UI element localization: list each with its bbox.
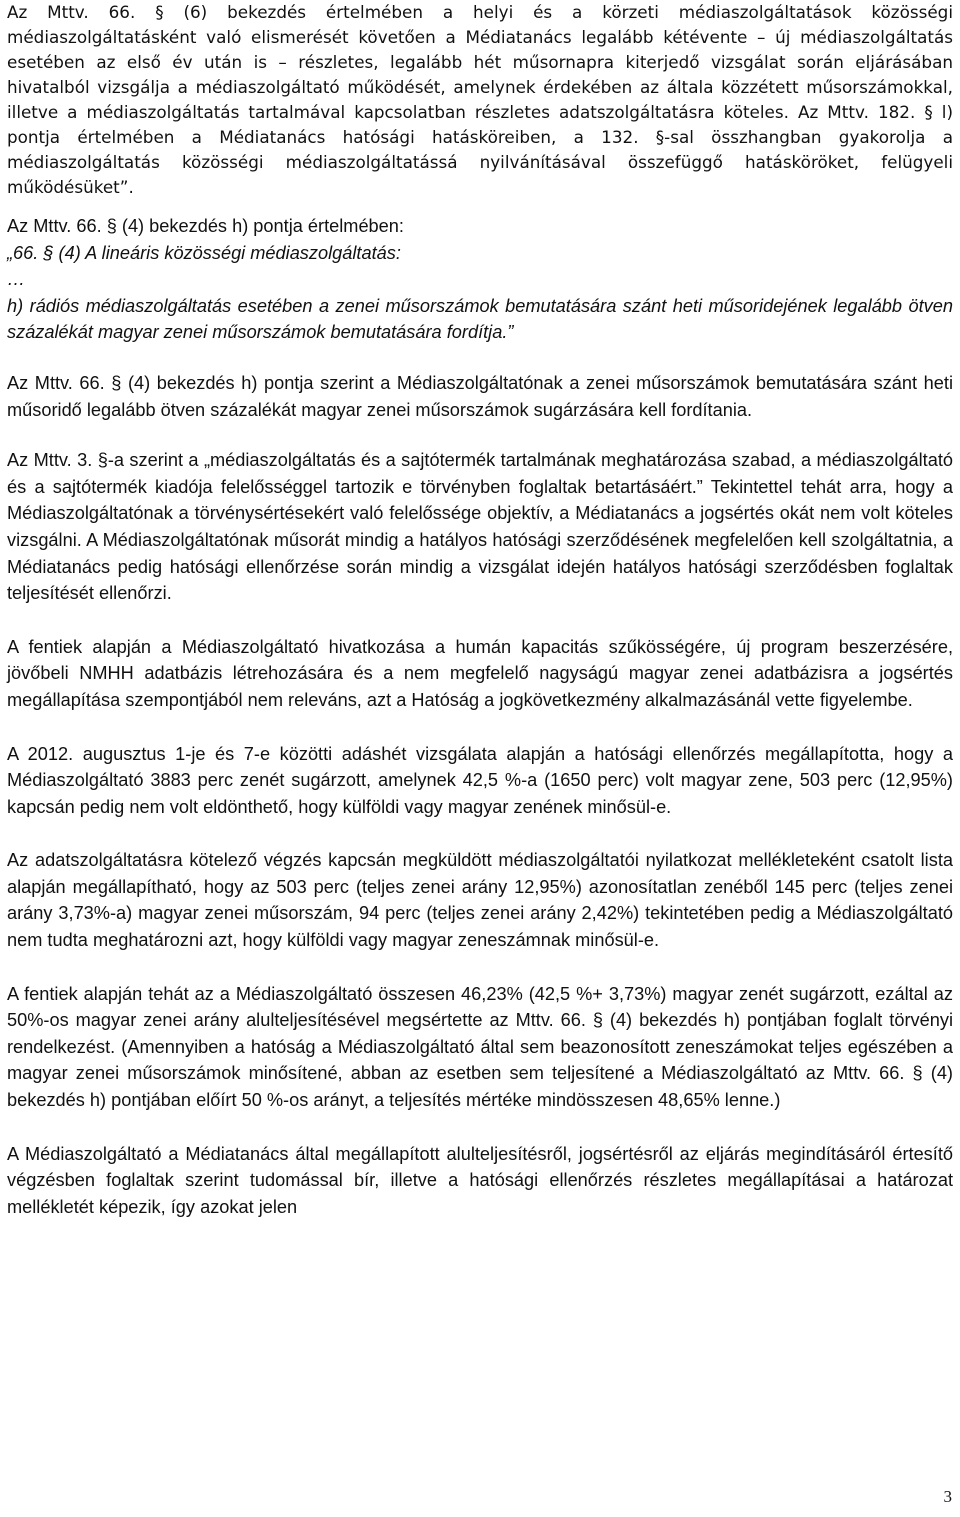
quote-item-h: h) rádiós médiaszolgáltatás esetében a zenei műsorszámok bemutatására szánt heti műsoridejének legalább ötven százalékát magyar zenei műsorszámok bemutatására fordítja.”: [7, 295, 953, 343]
paragraph-data-provision: Az adatszolgáltatásra kötelező végzés kapcsán megküldött médiaszolgáltatói nyilatkozat mellékleteként csatolt lista alapján megállapítható, hogy az 503 perc (teljes zenei arány 12,95%) azonosítatlan zenéből 145 perc (teljes zenei arány 3,73%-a) magyar zenei műsorszám, 94 perc (teljes zenei arány 2,42%) tekintetében pedig a Médiaszolgáltató nem tudta meghatározni azt, hogy külföldi vagy magyar zeneszámnak minősül-e.: [7, 850, 953, 951]
document-page: [7, 0, 953, 1220]
paragraph-mttv-66-6: Az Mttv. 66. § (6) bekezdés értelmében a helyi és a körzeti médiaszolgáltatások közösségi médiaszolgáltatásként való elismerését követően a Médiatanács legalább kétévente – új médiaszolgáltatás esetében az első év után is – részletes, legalább hét műsornapra kiterjedő vizsgálat során eljárásában hivatalból vizsgálja a médiaszolgáltató működését, amelynek érdekében az általa közzétett műsorszámokkal, illetve a médiaszolgáltatás tartalmával kapcsolatban részletes adatszolgáltatásra köteles. Az Mttv. 182. § l) pontja értelmében a Médiatanács hatósági hatásköreiben, a 132. §-sal összhangban gyakorolja a médiaszolgáltatás közösségi médiaszolgáltatássá nyilvánításával összefüggő hatásköröket, felügyeli működésüket”.: [7, 2, 953, 197]
paragraph-violation-summary: A fentiek alapján tehát az a Médiaszolgáltató összesen 46,23% (42,5 %+ 3,73%) magyar zenét sugárzott, ezáltal az 50%-os magyar zenei arány alulteljesítésével megsértette az Mttv. 66. § (4) bekezdés h) pontjában foglalt törvényi rendelkezést. (Amennyiben a hatóság a Médiaszolgáltató által sem beazonosított zeneszámokat teljes egészében a magyar zenei műsorszámok minősítené, abban az esetben sem teljesítené a Médiaszolgáltató az Mttv. 66. § (4) bekezdés h) pontjában előírt 50 %-os arányt, a teljesítés mértéke mindösszesen 48,65% lenne.): [7, 983, 953, 1111]
paragraph-mttv-66-4-h: Az Mttv. 66. § (4) bekezdés h) pontja szerint a Médiaszolgáltatónak a zenei műsorszámok bemutatására szánt heti műsoridő legalább ötven százalékát magyar zenei műsorszámok sugárzására kell fordítania.: [7, 372, 953, 420]
paragraph-broadcast-week-analysis: A 2012. augusztus 1-je és 7-e közötti adáshét vizsgálata alapján a hatósági ellenőrzés megállapította, hogy a Médiaszolgáltató 3883 perc zenét sugárzott, amelynek 42,5 %-a (1650 perc) volt magyar zene, 503 perc (12,95%) kapcsán pedig nem volt eldönthető, hogy külföldi vagy magyar zenének minősül-e.: [7, 743, 953, 817]
page-number: 3: [943, 1487, 952, 1506]
paragraph-mttv-66-4-intro: Az Mttv. 66. § (4) bekezdés h) pontja értelmében:: [7, 216, 404, 236]
paragraph-notification: A Médiaszolgáltató a Médiatanács által megállapított alulteljesítésről, jogsértésről az eljárás megindításáról értesítő végzésben foglaltak szerint tudomással bír, illetve a hatósági ellenőrzés részletes megállapításai a határozat mellékletét képezik, így azokat jelen: [7, 1143, 953, 1217]
quote-heading: „66. § (4) A lineáris közösségi médiaszolgáltatás:: [7, 242, 401, 263]
paragraph-mttv-3: Az Mttv. 3. §-a szerint a „médiaszolgáltatás és a sajtótermék tartalmának meghatározása szabad, a médiaszolgáltató és a sajtótermék kiadója felelősséggel tartozik e törvényben foglaltak betartásáért.” Tekintettel tehát arra, hogy a Médiaszolgáltatónak a törvénysértésekért való felelőssége objektív, a Médiatanács a jogsértés okát nem volt köteles vizsgálni. A Médiaszolgáltatónak műsorát mindig a hatályos hatósági szerződésének megfelelően kell szolgáltatnia, a Médiatanács pedig hatósági ellenőrzése során mindig a vizsgálat idején hatályos hatósági szerződésben foglaltak teljesítését ellenőrzi.: [7, 450, 953, 604]
quote-ellipsis: …: [7, 269, 26, 290]
paragraph-findings-reasoning: A fentiek alapján a Médiaszolgáltató hivatkozása a humán kapacitás szűkösségére, új program beszerzésére, jövőbeli NMHH adatbázis létrehozására és a nem megfelelő nagyságú magyar zenei adatbázisra a jogsértés megállapítása szempontjából nem releváns, azt a Hatóság a jogkövetkezmény alkalmazásánál vette figyelembe.: [7, 636, 953, 710]
